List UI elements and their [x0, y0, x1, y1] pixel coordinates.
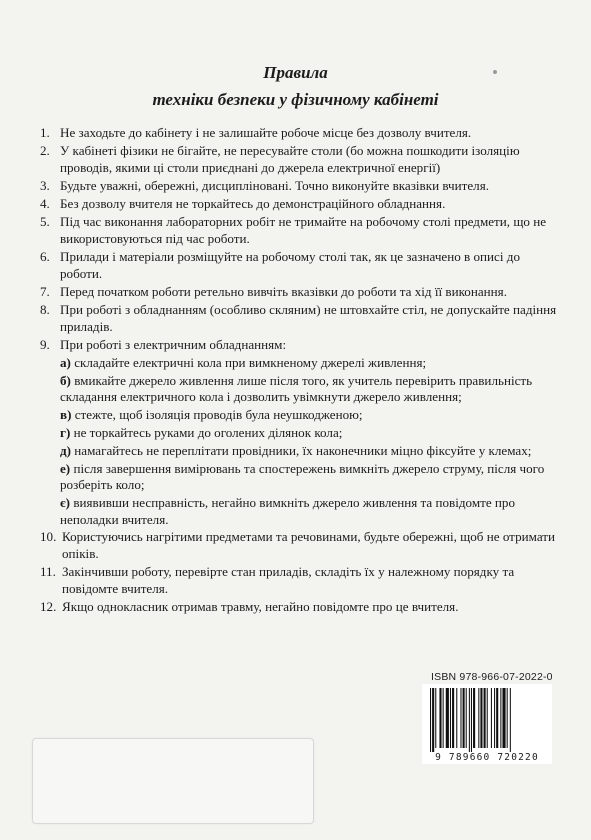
barcode-bar	[452, 688, 454, 748]
rule-item	[40, 178, 560, 195]
sub-item-letter: в)	[60, 407, 72, 423]
rule-number: 9.	[40, 336, 50, 352]
rule-text: Не заходьте до кабінету і не залишайте робоче місце без дозволу вчителя.	[60, 125, 472, 140]
sub-item-text: складайте електричні кола при вимкненому джерелі живлення;	[74, 355, 427, 371]
rule-item	[40, 125, 560, 142]
library-sticker	[32, 738, 314, 824]
sub-item-text: стежте, щоб ізоляція проводів була неушкодженою;	[74, 407, 363, 423]
rule-text: Під час виконання лабораторних робіт не тримайте на робочому столі предмети, що не використовуються під час роботи.	[60, 214, 547, 246]
rule-item	[40, 529, 560, 562]
barcode-bar	[466, 688, 467, 748]
barcode-bar	[450, 688, 451, 748]
sub-item-letter: е)	[60, 460, 71, 476]
barcode-bar	[439, 688, 441, 748]
rule-number: 8.	[40, 302, 50, 318]
rule-number: 11.	[40, 564, 56, 580]
barcode-bar	[500, 688, 501, 748]
rule-text: Якщо однокласник отримав травму, негайно повідомте про це вчителя.	[62, 598, 459, 614]
barcode-bars	[428, 688, 546, 752]
barcode-bar	[469, 688, 470, 752]
sub-item-letter: є)	[60, 494, 71, 510]
sub-item-text: після завершення вимірювань та спостережень вимкніть джерело струму, після чого розберіть коло;	[60, 460, 545, 493]
barcode-bar	[480, 688, 482, 748]
barcode-bar	[478, 688, 479, 748]
sub-item-letter: г)	[60, 425, 71, 440]
title-line-2: техніки безпеки у фізичному кабінеті	[152, 90, 439, 109]
barcode-bar	[494, 688, 495, 748]
rule-item	[40, 302, 560, 335]
sub-item	[40, 495, 560, 528]
rule-text: При роботі з обладнанням (особливо скляним) не штовхайте стіл, не допускайте падіння приладів.	[60, 302, 557, 334]
sub-item	[40, 407, 560, 424]
rule-text: При роботі з електричним обладнанням:	[60, 336, 287, 352]
rule-text: Користуючись нагрітими предметами та речовинами, будьте обережні, щоб не отримати опіків.	[62, 529, 556, 561]
isbn-text: ISBN 978-966-07-2022-0	[431, 671, 553, 683]
sub-item-letter: б)	[60, 372, 71, 388]
sub-item	[40, 443, 560, 460]
rule-item	[40, 284, 560, 301]
barcode-digits: 9 789660 720220	[435, 752, 539, 763]
safety-rules-list	[40, 125, 560, 617]
barcode-bar	[463, 688, 465, 748]
sub-item-letter: д)	[60, 442, 71, 458]
rule-item	[40, 337, 560, 354]
rule-number: 7.	[40, 283, 50, 299]
barcode-bar	[443, 688, 444, 748]
rule-number: 6.	[40, 249, 50, 265]
rule-number: 5.	[40, 214, 50, 230]
rule-text: Без дозволу вчителя не торкайтесь до демонстраційного обладнання.	[60, 196, 446, 212]
rule-item	[40, 249, 560, 282]
barcode-bar	[484, 688, 486, 748]
sub-item	[40, 373, 560, 406]
barcode-bar	[502, 688, 505, 748]
barcode-bar	[432, 688, 434, 752]
rule-text: У кабінеті фізики не бігайте, не пересувайте столи (бо можна пошкодити ізоляцію проводів, якими ці столи приєднані до джерела електричної енергії)	[60, 143, 520, 175]
barcode-bar	[460, 688, 461, 748]
barcode-bar	[507, 688, 508, 748]
rule-text: Будьте уважні, обережні, дисципліновані. Точно виконуйте вказівки вчителя.	[60, 177, 490, 193]
sub-item-text: намагайтесь не переплітати провідники, їх наконечники міцно фіксуйте у клемах;	[74, 442, 532, 458]
rule-number: 3.	[40, 177, 50, 193]
barcode-bar	[456, 688, 457, 748]
rule-item	[40, 564, 560, 597]
barcode-bar	[473, 688, 475, 748]
rule-number: 2.	[40, 143, 50, 159]
sub-item	[40, 425, 560, 442]
rule-item	[40, 214, 560, 247]
rule-number: 12.	[40, 598, 57, 614]
rule-item	[40, 143, 560, 176]
rule-number: 1.	[40, 125, 50, 140]
barcode-bar	[430, 688, 431, 752]
rule-text: Закінчивши роботу, перевірте стан приладів, складіть їх у належному порядку та повідомте вчителя.	[62, 564, 515, 596]
rule-text: Прилади і матеріали розміщуйте на робочому столі так, як це зазначено в описі до роботи.	[60, 249, 520, 281]
rule-text: Перед початком роботи ретельно вивчіть вказівки до роботи та хід її виконання.	[60, 283, 507, 299]
rule-number: 10.	[40, 529, 57, 545]
sub-item-text: вмикайте джерело живлення лише після того, як учитель перевірить правильність складання електричного кола і дозволить увімкнути джерело живлення;	[60, 372, 533, 405]
sub-item-text: не торкайтесь руками до оголених ділянок кола;	[73, 425, 343, 440]
rule-number: 4.	[40, 196, 50, 212]
barcode	[422, 684, 552, 764]
barcode-bar	[471, 688, 472, 752]
barcode-bar	[446, 688, 449, 748]
sub-item-letter: а)	[60, 355, 71, 371]
title-line-1: Правила	[263, 63, 328, 82]
sub-item-text: виявивши несправність, негайно вимкніть джерело живлення та повідомте про неполадки вчителя.	[60, 494, 516, 527]
sub-item	[40, 355, 560, 372]
barcode-bar	[510, 688, 511, 752]
sub-item	[40, 461, 560, 494]
barcode-bar	[487, 688, 488, 748]
barcode-bar	[435, 688, 436, 748]
rule-item	[40, 196, 560, 213]
barcode-bar	[496, 688, 498, 748]
rule-item	[40, 599, 560, 616]
barcode-bar	[491, 688, 492, 748]
